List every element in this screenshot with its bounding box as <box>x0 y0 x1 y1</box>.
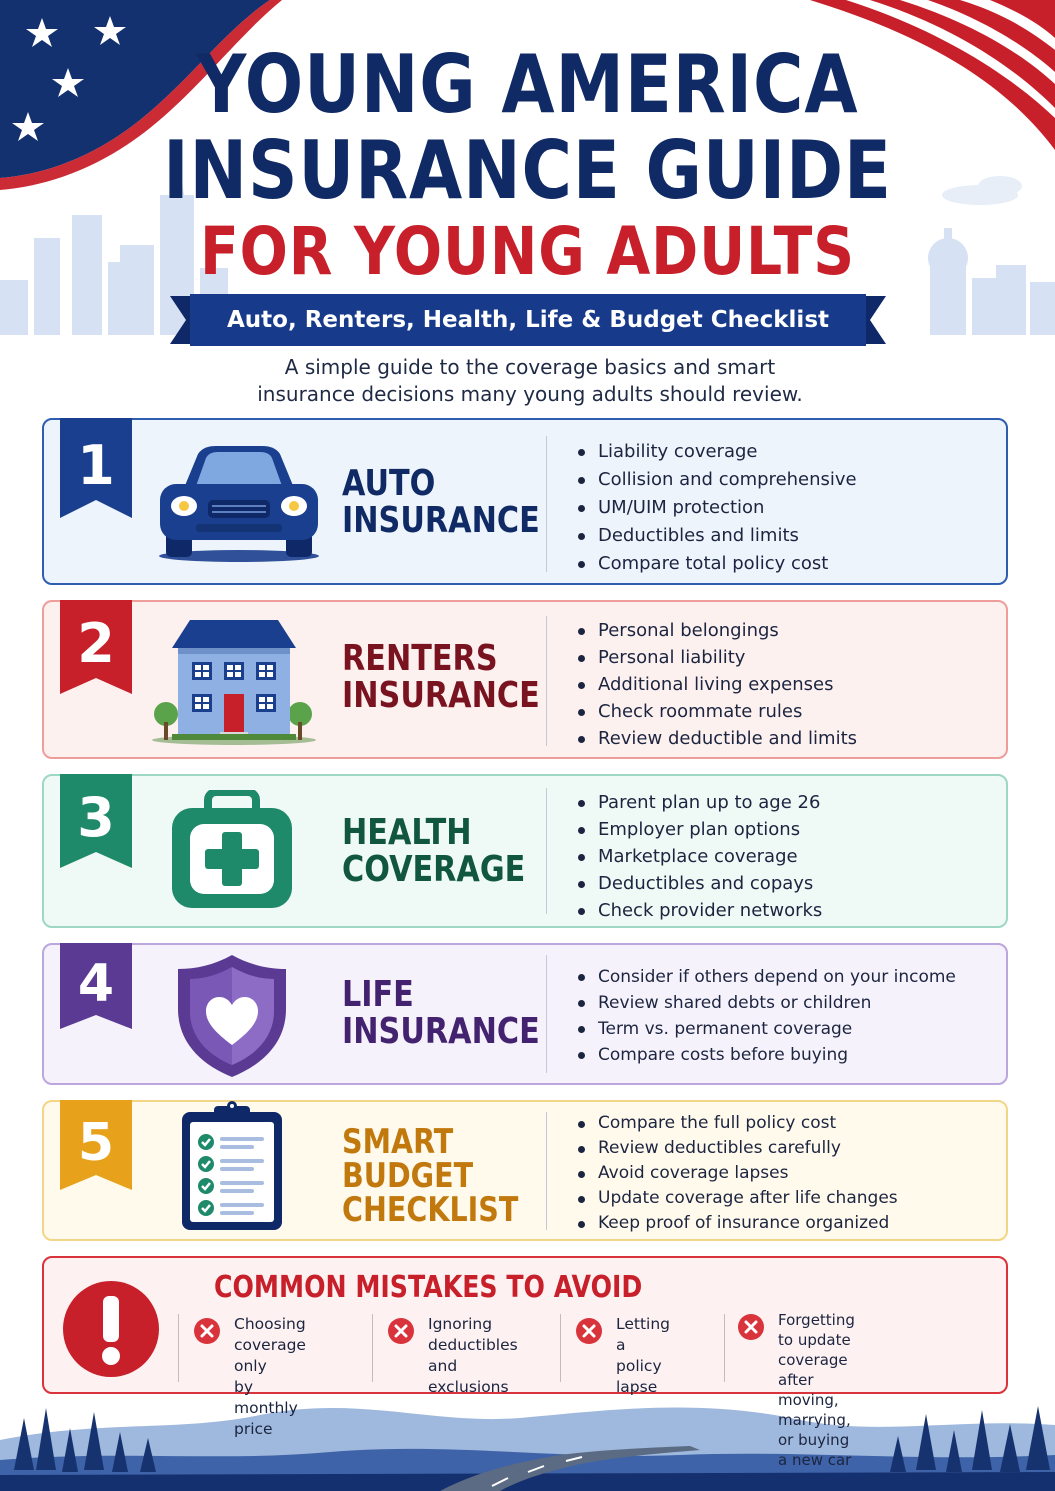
landscape-footer <box>0 1406 1055 1491</box>
mistake-line: and exclusions <box>428 1357 509 1396</box>
section-title <box>342 465 540 539</box>
divider <box>546 436 547 572</box>
section-title <box>342 1122 519 1230</box>
intro-text <box>180 354 880 408</box>
divider <box>560 1314 561 1382</box>
exclamation-icon <box>62 1280 160 1378</box>
bullet-list <box>576 964 956 1068</box>
page-title-line-2: INSURANCE GUIDE <box>163 124 892 217</box>
mistake-text <box>428 1314 518 1398</box>
x-circle-icon <box>194 1318 220 1344</box>
divider <box>546 616 547 746</box>
mistake-line: by monthly price <box>234 1378 298 1438</box>
mistake-line: deductibles <box>428 1336 518 1354</box>
mistake-line: Forgetting to update <box>778 1311 855 1349</box>
list-item: Collision and comprehensive <box>576 466 857 494</box>
section-number: 1 <box>77 434 115 497</box>
list-item: Compare total policy cost <box>576 550 857 578</box>
section-title-line: COVERAGE <box>342 849 526 890</box>
subtitle-banner-text: Auto, Renters, Health, Life & Budget Checklist <box>226 307 830 333</box>
list-item: Additional living expenses <box>576 671 857 698</box>
car-icon <box>156 444 322 564</box>
list-item: Consider if others depend on your income <box>576 964 956 990</box>
list-item: Employer plan options <box>576 816 822 843</box>
section-smart-budget-checklist <box>42 1100 1008 1241</box>
mistake-text <box>778 1310 855 1470</box>
section-number: 5 <box>77 1113 115 1173</box>
x-circle-icon <box>388 1318 414 1344</box>
section-renters-insurance <box>42 600 1008 759</box>
section-life-insurance <box>42 943 1008 1085</box>
list-item: Review deductibles carefully <box>576 1136 898 1161</box>
list-item: Check roommate rules <box>576 698 857 725</box>
house-icon <box>150 618 318 746</box>
section-title-line: INSURANCE <box>342 500 540 541</box>
bullet-list <box>576 1111 898 1236</box>
section-title <box>342 814 525 888</box>
section-title-line: AUTO <box>342 463 436 504</box>
list-item: Update coverage after life changes <box>576 1186 898 1211</box>
divider <box>546 788 547 914</box>
common-mistakes-panel <box>42 1256 1008 1469</box>
section-title-line: CHECKLIST <box>342 1190 519 1230</box>
mistake-line: a new car <box>778 1451 852 1469</box>
bullet-list <box>576 617 857 752</box>
section-number: 3 <box>77 786 115 849</box>
list-item: Liability coverage <box>576 438 857 466</box>
list-item: Review shared debts or children <box>576 990 956 1016</box>
divider <box>546 1112 547 1230</box>
list-item: Deductibles and limits <box>576 522 857 550</box>
list-item: Compare costs before buying <box>576 1042 956 1068</box>
ribbon-number-5 <box>60 1100 132 1190</box>
section-title-line: HEALTH <box>342 812 472 853</box>
mistake-line: coverage only <box>234 1336 306 1375</box>
list-item: Deductibles and copays <box>576 870 822 897</box>
list-item: Review deductible and limits <box>576 725 857 752</box>
ribbon-number-2 <box>60 600 132 694</box>
list-item: UM/UIM protection <box>576 494 857 522</box>
divider <box>546 955 547 1073</box>
mistake-line: Choosing <box>234 1315 306 1333</box>
mistake-line: Ignoring <box>428 1315 493 1333</box>
mistakes-title: COMMON MISTAKES TO AVOID <box>214 1270 643 1305</box>
ribbon-number-1 <box>60 418 132 518</box>
mistake-line: coverage after moving, <box>778 1351 848 1409</box>
bullet-list <box>576 438 857 578</box>
divider <box>178 1314 179 1382</box>
ribbon-number-4 <box>60 943 132 1029</box>
list-item: Personal belongings <box>576 617 857 644</box>
intro-line-1: A simple guide to the coverage basics and smart <box>284 355 776 379</box>
section-health-coverage <box>42 774 1008 928</box>
section-title-line: INSURANCE <box>342 675 540 716</box>
mistake-line: lapse <box>616 1378 658 1396</box>
list-item: Keep proof of insurance organized <box>576 1211 898 1236</box>
list-item: Personal liability <box>576 644 857 671</box>
section-title-line: RENTERS <box>342 638 498 679</box>
intro-line-2: insurance decisions many young adults should review. <box>257 382 803 406</box>
section-title-line: INSURANCE <box>342 1011 540 1052</box>
bullet-list <box>576 789 822 924</box>
page-subtitle: FOR YOUNG ADULTS <box>199 213 856 290</box>
ribbon-number-3 <box>60 774 132 868</box>
list-item: Parent plan up to age 26 <box>576 789 822 816</box>
mistake-line: Letting <box>616 1315 671 1333</box>
mistake-line: marrying, or buying <box>778 1411 851 1449</box>
section-title-line: LIFE <box>342 974 414 1015</box>
list-item: Check provider networks <box>576 897 822 924</box>
list-item: Avoid coverage lapses <box>576 1161 898 1186</box>
page-title-line-1: YOUNG AMERICA <box>196 38 859 131</box>
list-item: Term vs. permanent coverage <box>576 1016 956 1042</box>
section-auto-insurance <box>42 418 1008 585</box>
mistake-line: a policy <box>616 1336 662 1375</box>
section-number: 2 <box>77 612 115 675</box>
section-title-line: BUDGET <box>342 1156 474 1196</box>
list-item: Marketplace coverage <box>576 843 822 870</box>
divider <box>724 1314 725 1382</box>
list-item: Compare the full policy cost <box>576 1111 898 1136</box>
mistake-text <box>234 1314 306 1440</box>
medical-kit-icon <box>170 790 294 910</box>
divider <box>372 1314 373 1382</box>
clipboard-checklist-icon <box>178 1100 286 1234</box>
mistake-text <box>616 1314 670 1398</box>
section-title-line: SMART <box>342 1122 454 1162</box>
section-title <box>342 640 540 714</box>
section-number: 4 <box>77 954 115 1014</box>
x-circle-icon <box>576 1318 602 1344</box>
section-title <box>342 976 540 1050</box>
x-circle-icon <box>738 1314 764 1340</box>
shield-heart-icon <box>176 953 288 1079</box>
